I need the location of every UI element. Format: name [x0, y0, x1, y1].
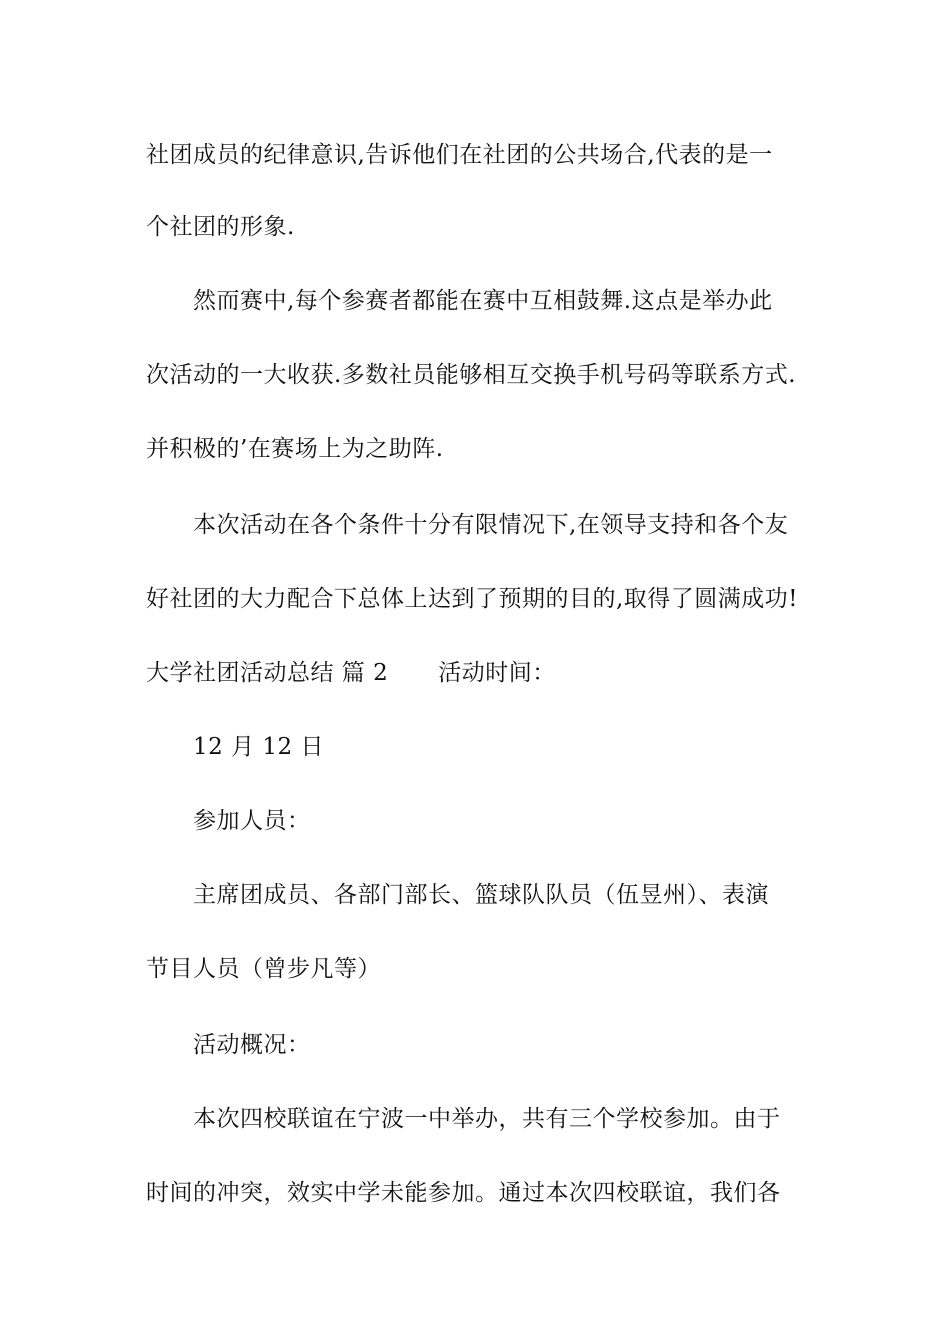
paragraph-line: 个社团的形象. — [146, 214, 295, 240]
section-heading — [146, 658, 816, 688]
paragraph-line: 时间的冲突，效实中学未能参加。通过本次四校联谊，我们各 — [146, 1180, 781, 1206]
overview-label: 活动概况： — [193, 1032, 311, 1058]
paragraph-line: 节目人员（曾步凡等） — [146, 956, 381, 982]
paragraph-line: 本次四校联谊在宁波一中举办，共有三个学校参加。由于 — [193, 1106, 781, 1132]
paragraph-line: 好社团的大力配合下总体上达到了预期的目的,取得了圆满成功! — [146, 586, 799, 612]
paragraph-line: 主席团成员、各部门部长、篮球队队员（伍昱州）、表演 — [193, 882, 769, 908]
paragraph-line: 本次活动在各个条件十分有限情况下,在领导支持和各个友 — [193, 512, 789, 538]
activity-time-label: 活动时间： — [438, 660, 556, 686]
activity-date: 12 月 12 日 — [193, 734, 324, 760]
section-title: 大学社团活动总结 篇 2 — [146, 660, 389, 686]
participants-label: 参加人员： — [193, 808, 311, 834]
paragraph-line: 社团成员的纪律意识,告诉他们在社团的公共场合,代表的是一 — [146, 142, 773, 168]
paragraph-line: 并积极的’在赛场上为之助阵. — [146, 436, 444, 462]
paragraph-line: 然而赛中,每个参赛者都能在赛中互相鼓舞.这点是举办此 — [193, 288, 773, 314]
paragraph-line: 次活动的一大收获.多数社员能够相互交换手机号码等联系方式. — [146, 362, 797, 388]
